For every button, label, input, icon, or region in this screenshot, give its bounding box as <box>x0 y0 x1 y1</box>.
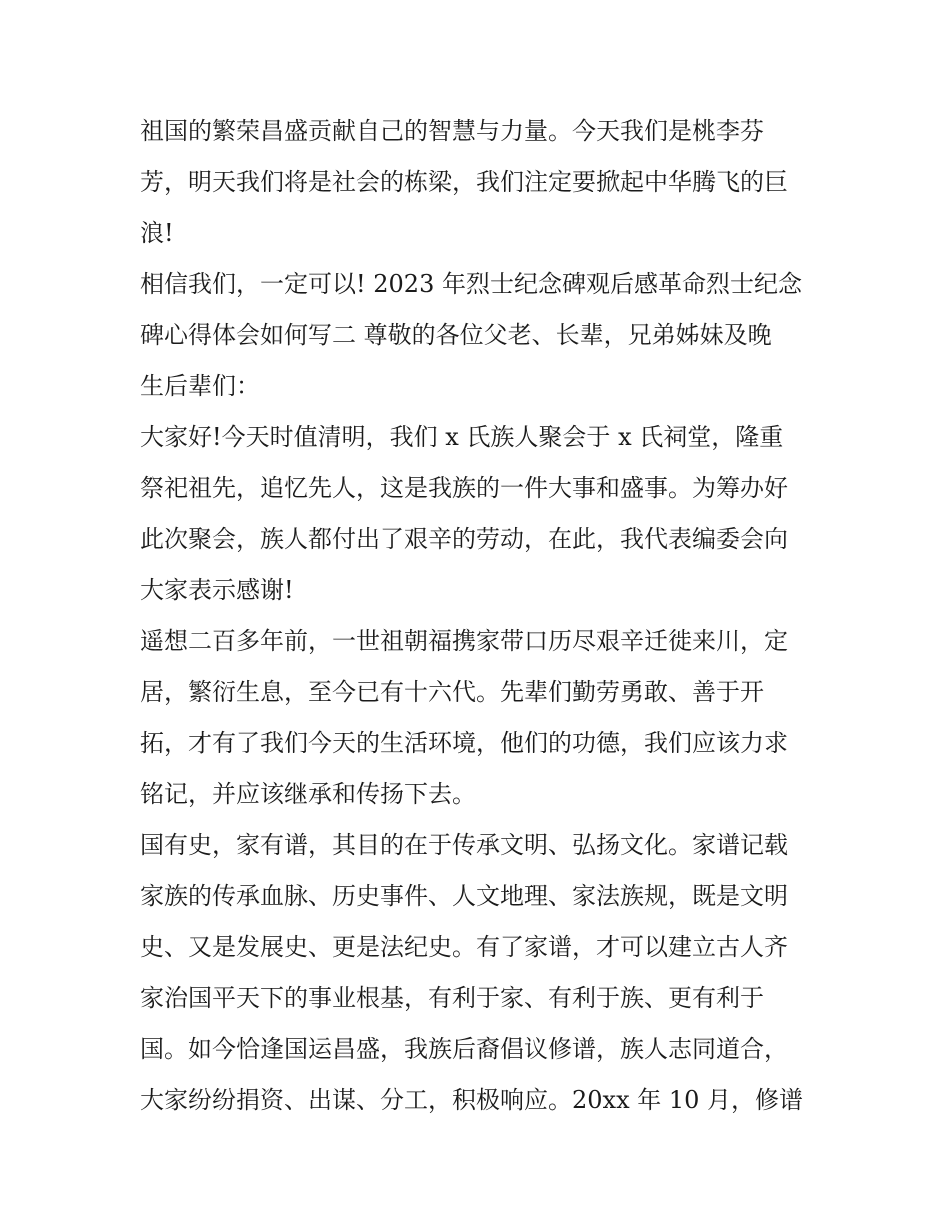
text-line: 祭祀祖先，追忆先人，这是我族的一件大事和盛事。为筹办好 <box>140 474 788 502</box>
text-line: 国。如今恰逢国运昌盛，我族后裔倡议修谱，族人志同道合， <box>140 1035 788 1063</box>
text-line: 碑心得体会如何写二 尊敬的各位父老、长辈，兄弟姊妹及晚 <box>140 321 772 349</box>
text-line: 浪! <box>140 219 174 247</box>
text-line: 居，繁衍生息，至今已有十六代。先辈们勤劳勇敢、善于开 <box>140 678 764 706</box>
text-line: 拓，才有了我们今天的生活环境，他们的功德，我们应该力求 <box>140 729 788 757</box>
paragraph-5 <box>140 820 820 1126</box>
text-line: 国有史，家有谱，其目的在于传承文明、弘扬文化。家谱记载 <box>140 831 788 859</box>
text-line: 大家好!今天时值清明，我们 x 氏族人聚会于 x 氏祠堂，隆重 <box>140 423 784 451</box>
text-line: 大家表示感谢! <box>140 576 294 604</box>
text-line: 大家纷纷捐资、出谋、分工，积极响应。20xx 年 10 月，修谱 <box>140 1086 804 1114</box>
text-line: 祖国的繁荣昌盛贡献自己的智慧与力量。今天我们是桃李芬 <box>140 117 764 145</box>
text-line: 家族的传承血脉、历史事件、人文地理、家法族规，既是文明 <box>140 882 788 910</box>
text-line: 史、又是发展史、更是法纪史。有了家谱，才可以建立古人齐 <box>140 933 788 961</box>
text-line: 生后辈们： <box>140 372 260 400</box>
text-line: 芳，明天我们将是社会的栋梁，我们注定要掀起中华腾飞的巨 <box>140 168 788 196</box>
paragraph-4 <box>140 616 820 820</box>
text-line: 家治国平天下的事业根基，有利于家、有利于族、更有利于 <box>140 984 764 1012</box>
paragraph-1 <box>140 106 820 259</box>
text-line: 此次聚会，族人都付出了艰辛的劳动，在此，我代表编委会向 <box>140 525 788 553</box>
text-line: 铭记，并应该继承和传扬下去。 <box>140 780 476 808</box>
paragraph-3 <box>140 412 820 616</box>
paragraph-2 <box>140 259 820 412</box>
text-line: 遥想二百多年前，一世祖朝福携家带口历尽艰辛迁徙来川，定 <box>140 627 788 655</box>
text-line: 相信我们，一定可以! 2023 年烈士纪念碑观后感革命烈士纪念 <box>140 270 802 298</box>
body-text <box>140 106 820 1126</box>
